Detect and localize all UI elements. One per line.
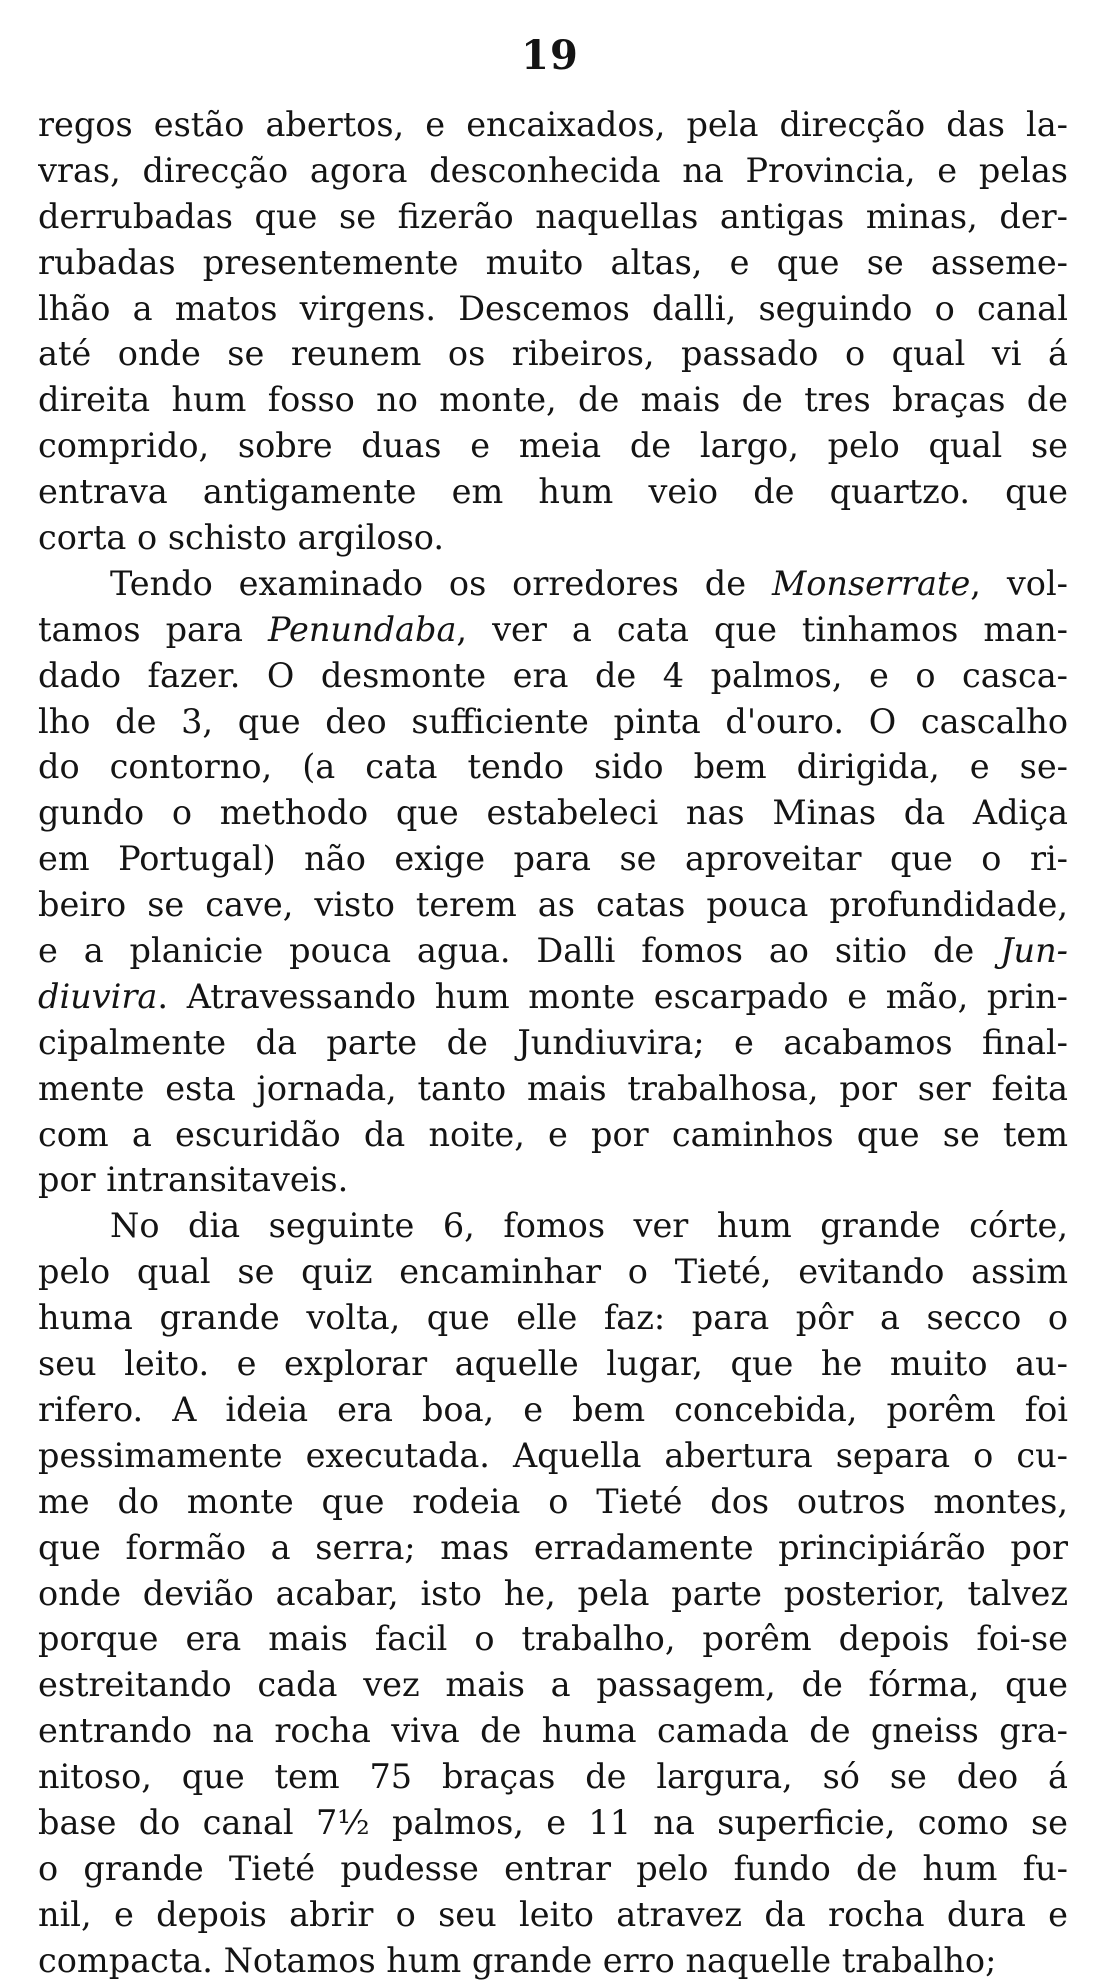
text-segment: com a escuridão da noite, e por caminhos que se tem — [38, 1114, 1068, 1154]
text-segment: em Portugal) não exige para se aproveitar que o ri- — [38, 839, 1068, 879]
text-line — [38, 1249, 1068, 1295]
text-line — [38, 1387, 1068, 1433]
text-line — [38, 1203, 1068, 1249]
text-line — [38, 1662, 1068, 1708]
text-line — [38, 1479, 1068, 1525]
text-segment: beiro se cave, visto terem as catas pouca profundidade, — [38, 885, 1068, 925]
text-line — [38, 1892, 1068, 1938]
text-line — [38, 1295, 1068, 1341]
text-segment: até onde se reunem os ribeiros, passado o qual vi á — [38, 334, 1068, 374]
text-segment: me do monte que rodeia o Tieté dos outros montes, — [38, 1481, 1068, 1521]
text-line — [38, 1754, 1068, 1800]
text-segment: porque era mais facil o trabalho, porêm depois foi-se — [38, 1619, 1068, 1659]
text-line — [38, 1157, 1068, 1203]
text-segment: direita hum fosso no monte, de mais de tres braças de — [38, 380, 1068, 420]
text-line — [38, 1341, 1068, 1387]
text-line — [38, 561, 1068, 607]
text-segment: vras, direcção agora desconhecida na Provincia, e pelas — [38, 150, 1068, 190]
text-line — [38, 699, 1068, 745]
text-segment: dado fazer. O desmonte era de 4 palmos, e o casca- — [38, 655, 1068, 695]
text-segment: gundo o methodo que estabeleci nas Minas da Adiça — [38, 793, 1068, 833]
text-segment: derrubadas que se fizerão naquellas antigas minas, der- — [38, 196, 1068, 236]
text-line — [38, 515, 1068, 561]
text-line — [38, 1066, 1068, 1112]
text-segment: huma grande volta, que elle faz: para pôr a secco o — [38, 1298, 1068, 1338]
text-line — [38, 1020, 1068, 1066]
text-segment: pessimamente executada. Aquella abertura separa o cu- — [38, 1435, 1068, 1475]
text-segment: rubadas presentemente muito altas, e que se asseme- — [38, 242, 1068, 282]
text-segment: , vol- — [970, 563, 1068, 603]
text-line — [38, 1800, 1068, 1846]
text-line — [38, 148, 1068, 194]
text-line — [38, 1112, 1068, 1158]
text-line — [38, 882, 1068, 928]
text-segment: onde devião acabar, isto he, pela parte posterior, talvez — [38, 1573, 1068, 1613]
text-segment: lho de 3, que deo sufficiente pinta d'ouro. O cascalho — [38, 701, 1068, 741]
text-segment: mente esta jornada, tanto mais trabalhosa, por ser feita — [38, 1068, 1068, 1108]
text-segment: o grande Tieté pudesse entrar pelo fundo de hum fu- — [38, 1848, 1068, 1888]
italic-text: diuvira — [38, 976, 158, 1016]
text-line — [38, 1846, 1068, 1892]
italic-text: Penundaba — [268, 609, 457, 649]
text-segment: por intransitaveis. — [38, 1160, 349, 1200]
text-segment: estreitando cada vez mais a passagem, de fórma, que — [38, 1665, 1068, 1705]
text-line — [38, 1938, 1068, 1984]
text-line — [38, 974, 1068, 1020]
paragraph — [38, 102, 1068, 561]
text-line — [38, 1433, 1068, 1479]
text-segment: No dia seguinte 6, fomos ver hum grande córte, — [110, 1206, 1068, 1246]
text-segment: do contorno, (a cata tendo sido bem dirigida, e se- — [38, 747, 1068, 787]
text-line — [38, 836, 1068, 882]
paragraph — [38, 1203, 1068, 1983]
text-segment: regos estão abertos, e encaixados, pela direcção das la- — [38, 105, 1068, 144]
text-line — [38, 194, 1068, 240]
text-segment: tamos para — [38, 609, 268, 649]
text-segment: entrando na rocha viva de huma camada de gneiss gra- — [38, 1711, 1068, 1751]
text-segment: . Atravessando hum monte escarpado e mão, prin- — [157, 976, 1068, 1016]
text-line — [38, 423, 1068, 469]
italic-text: Monserrate — [771, 563, 971, 603]
text-segment: comprido, sobre duas e meia de largo, pelo qual se — [38, 426, 1068, 466]
page-number: 19 — [521, 32, 579, 79]
text-line — [38, 469, 1068, 515]
text-line — [38, 1571, 1068, 1617]
text-line — [38, 331, 1068, 377]
text-segment: lhão a matos virgens. Descemos dalli, seguindo o canal — [38, 288, 1068, 328]
body-text — [38, 102, 1068, 1984]
text-line — [38, 1616, 1068, 1662]
text-segment: e a planicie pouca agua. Dalli fomos ao sitio de — [38, 931, 1001, 971]
text-line — [38, 286, 1068, 332]
paragraph — [38, 561, 1068, 1203]
text-segment: pelo qual se quiz encaminhar o Tieté, evitando assim — [38, 1252, 1068, 1292]
text-segment: rifero. A ideia era boa, e bem concebida, porêm foi — [38, 1389, 1068, 1429]
text-segment: entrava antigamente em hum veio de quartzo. que — [38, 472, 1068, 512]
text-segment: corta o schisto argiloso. — [38, 518, 445, 558]
text-segment: nil, e depois abrir o seu leito atravez da rocha dura e — [38, 1894, 1068, 1934]
text-line — [38, 928, 1068, 974]
text-line — [38, 744, 1068, 790]
text-segment: nitoso, que tem 75 braças de largura, só se deo á — [38, 1757, 1068, 1797]
text-line — [38, 102, 1068, 148]
text-segment: Tendo examinado os orredores de — [110, 563, 772, 603]
text-line — [38, 377, 1068, 423]
text-line — [38, 1708, 1068, 1754]
text-segment: seu leito. e explorar aquelle lugar, que he muito au- — [38, 1344, 1068, 1384]
text-segment: compacta. Notamos hum grande erro naquelle trabalho; — [38, 1940, 997, 1980]
text-segment: , ver a cata que tinhamos man- — [456, 609, 1068, 649]
text-line — [38, 790, 1068, 836]
text-segment: base do canal 7½ palmos, e 11 na superficie, como se — [38, 1802, 1068, 1842]
italic-text: Jun- — [1000, 931, 1068, 971]
text-line — [38, 240, 1068, 286]
text-segment: cipalmente da parte de Jundiuvira; e acabamos final- — [38, 1022, 1068, 1062]
text-line — [38, 653, 1068, 699]
text-line — [38, 607, 1068, 653]
text-line — [38, 1525, 1068, 1571]
text-segment: que formão a serra; mas erradamente principiárão por — [38, 1527, 1068, 1567]
